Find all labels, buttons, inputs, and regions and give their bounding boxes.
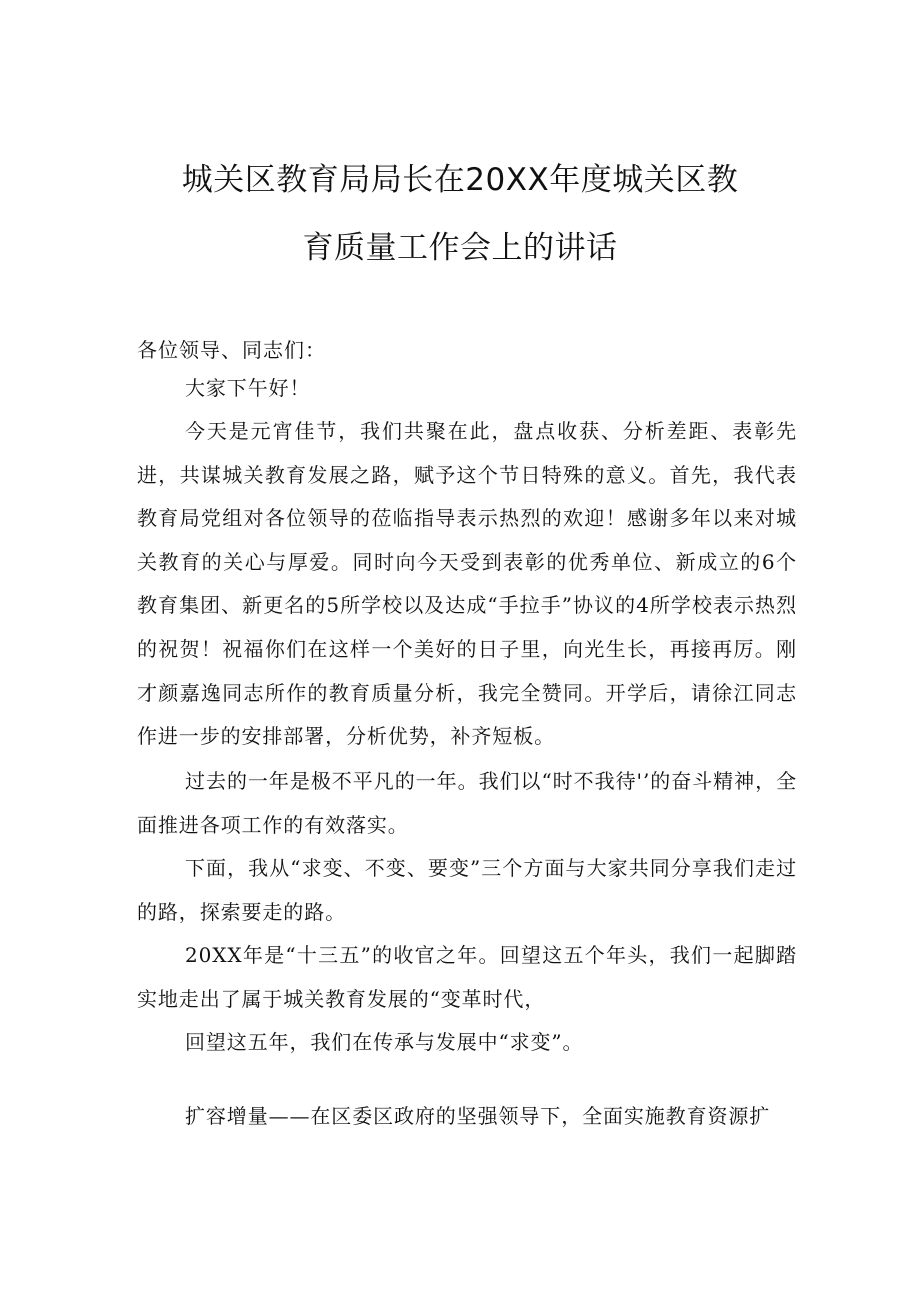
paragraph-outline: 下面，我从“求变、不变、要变”三个方面与大家共同分享我们走过的路，探索要走的路。 (137, 856, 797, 924)
paragraph-greeting: 大家下午好！ (185, 376, 311, 400)
paragraph-review: 回望这五年，我们在传承与发展中“求变”。 (185, 1030, 584, 1054)
paragraph-past-year: 过去的一年是极不平凡的一年。我们以“时不我待'’的奋斗精神，全面推进各项工作的有效落实。 (137, 769, 797, 837)
paragraph-expansion: 扩容增量——在区委区政府的坚强领导下，全面实施教育资源扩 (185, 1104, 771, 1128)
document-title-line-1: 城关区教育局局长在20XX年度城关区教 (181, 162, 739, 198)
paragraph-opening-remarks: 今天是元宵佳节，我们共聚在此，盘点收获、分析差距、表彰先进，共谋城关教育发展之路，赋予这个节日特殊的意义。首先，我代表教育局党组对各位领导的莅临指导表示热烈的欢迎！感谢多年以来对城关教育的关心与厚爱。同时向今天受到表彰的优秀单位、新成立的6个教育集团、新更名的5所学校以及达成“手拉手”协议的4所学校表示热烈的祝贺！祝福你们在这样一个美好的日子里，向光生长，再接再厉。刚才颜嘉逸同志所作的教育质量分析，我完全赞同。开学后，请徐江同志作进一步的安排部署，分析优势，补齐短板。 (137, 419, 797, 749)
paragraph-year-summary: 20XX年是“十三五”的收官之年。回望这五个年头，我们一起脚踏实地走出了属于城关教育发展的“变革时代， (137, 943, 797, 1011)
document-title-line-2: 育质量工作会上的讲话 (302, 230, 618, 266)
salutation: 各位领导、同志们： (137, 338, 326, 362)
